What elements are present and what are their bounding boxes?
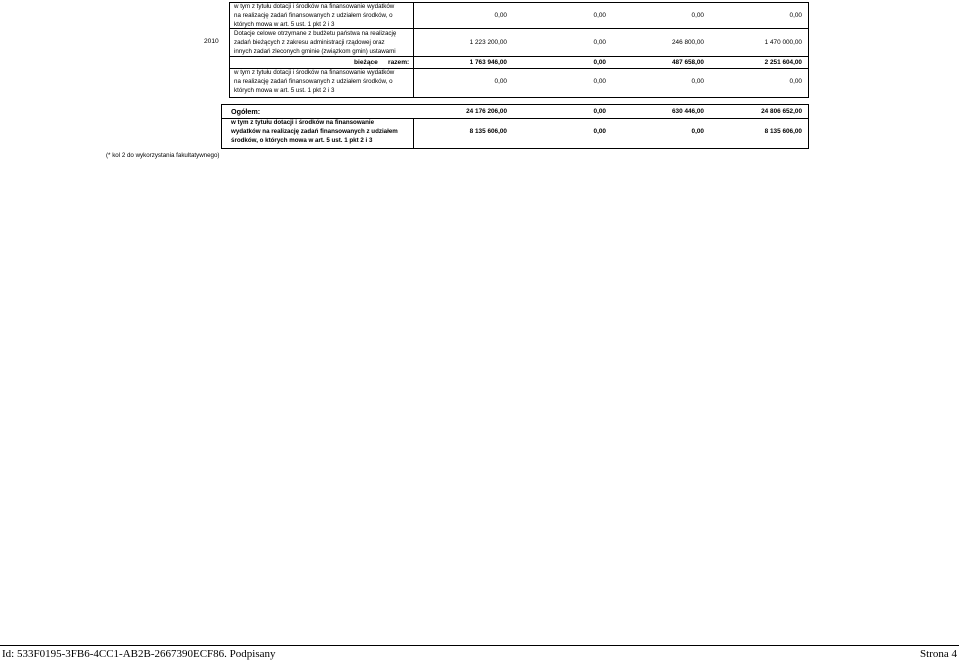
value-cell: 8 135 606,00	[764, 128, 802, 135]
value-cell: 1 763 946,00	[469, 59, 507, 66]
value-cell: 0,00	[494, 12, 507, 19]
subtotal-label-b: razem:	[388, 59, 410, 66]
row-description: w tym z tytułu dotacji i środków na finansowanie wydatków na realizację zadań finansowanych z udziałem środków, o których mowa w art. 5 ust. 1 pkt 2 i 3	[231, 119, 398, 144]
value-cell: 246 800,00	[672, 39, 704, 46]
footnote: (* kol 2 do wykorzystania fakultatywnego)	[106, 152, 220, 159]
value-cell: 630 446,00	[672, 108, 704, 115]
value-cell: 2 251 604,00	[764, 59, 802, 66]
value-cell: 0,00	[691, 78, 704, 85]
row-description: w tym z tytułu dotacji i środków na finansowanie wydatków na realizację zadań finansowanych z udziałem środków, o których mowa w art. 5 ust. 1 pkt 2 i 3	[234, 69, 395, 94]
row-description: w tym z tytułu dotacji i środków na finansowanie wydatków na realizację zadań finansowanych z udziałem środków, o których mowa w art. 5 ust. 1 pkt 2 i 3	[234, 3, 395, 28]
value-cell: 0,00	[593, 128, 606, 135]
total-label: Ogółem:	[231, 107, 261, 116]
value-cell: 0,00	[593, 59, 606, 66]
column-divider	[413, 2, 414, 98]
value-cell: 0,00	[789, 78, 802, 85]
value-cell: 1 223 200,00	[469, 39, 507, 46]
value-cell: 487 658,00	[672, 59, 704, 66]
value-cell: 1 470 000,00	[764, 39, 802, 46]
document-id: Id: 533F0195-3FB6-4CC1-AB2B-2667390ECF86. Podpisany	[2, 648, 276, 660]
column-divider	[413, 118, 414, 149]
value-cell: 24 806 652,00	[761, 108, 802, 115]
value-cell: 0,00	[789, 12, 802, 19]
value-cell: 0,00	[593, 12, 606, 19]
value-cell: 0,00	[593, 108, 606, 115]
value-cell: 0,00	[593, 78, 606, 85]
year-label: 2010	[204, 38, 219, 45]
page-number: Strona 4	[920, 648, 957, 660]
row-description: Dotacje celowe otrzymane z budżetu państwa na realizację zadań bieżących z zakresu administracji rządowej oraz innych zadań zleconych gminie (związkom gmin) ustawami	[234, 30, 397, 55]
value-cell: 0,00	[494, 78, 507, 85]
value-cell: 0,00	[691, 128, 704, 135]
footer-divider	[0, 645, 959, 646]
value-cell: 0,00	[691, 12, 704, 19]
value-cell: 8 135 606,00	[469, 128, 507, 135]
subtotal-label-a: bieżące	[354, 59, 378, 66]
value-cell: 0,00	[593, 39, 606, 46]
value-cell: 24 176 206,00	[466, 108, 507, 115]
